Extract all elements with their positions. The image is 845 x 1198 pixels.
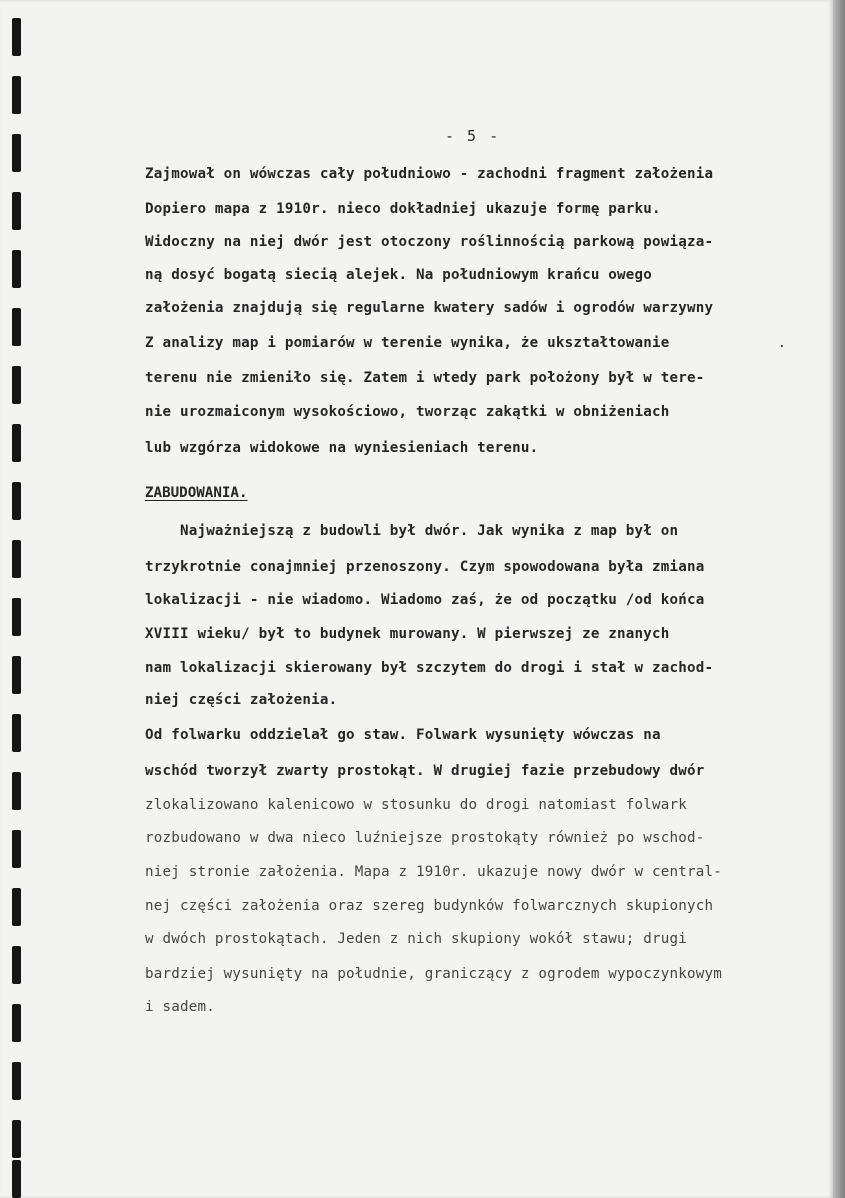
page-edge [833,0,845,1198]
text-line: Najważniejszą z budowli był dwór. Jak wynika z map był on [145,523,679,539]
binding-hole [12,366,21,404]
binding-hole [12,308,21,346]
text-line: wschód tworzył zwarty prostokąt. W drugiej fazie przebudowy dwór [145,763,705,779]
binding-hole [12,714,21,752]
text-line: założenia znajdują się regularne kwatery sadów i ogrodów warzywny [145,300,714,316]
text-line: bardziej wysunięty na południe, graniczący z ogrodem wypoczynkowym [145,966,722,982]
text-line: rozbudowano w dwa nieco luźniejsze prostokąty również po wschod- [145,830,705,846]
binding-hole [12,134,21,172]
binding-hole [12,772,21,810]
text-line: Od folwarku oddzielał go staw. Folwark wysunięty wówczas na [145,727,661,743]
text-line: Zajmował on wówczas cały południowo - zachodni fragment założenia [145,166,714,182]
binding-hole [12,18,21,56]
binding-hole [12,76,21,114]
text-line: niej części założenia. [145,692,338,708]
text-line: nie urozmaiconym wysokościowo, tworząc zakątki w obniżeniach [145,404,670,420]
text-line: i sadem. [145,999,215,1015]
binding-hole [12,1120,21,1158]
text-line: nej części założenia oraz szereg budynków folwarcznych skupionych [145,898,714,914]
text-line: niej stronie założenia. Mapa z 1910r. ukazuje nowy dwór w central- [145,864,722,880]
text-line: lub wzgórza widokowe na wyniesieniach terenu. [145,440,539,456]
section-heading: ZABUDOWANIA. [145,485,248,501]
text-line: XVIII wieku/ był to budynek murowany. W pierwszej ze znanych [145,626,670,642]
text-line: trzykrotnie conajmniej przenoszony. Czym spowodowana była zmiana [145,559,705,575]
text-line: Dopiero mapa z 1910r. nieco dokładniej ukazuje formę parku. [145,201,661,217]
binding-hole [12,830,21,868]
binding-hole [12,1062,21,1100]
binding-holes [12,0,32,1198]
binding-hole [12,946,21,984]
text-line: w dwóch prostokątach. Jeden z nich skupiony wokół stawu; drugi [145,931,687,947]
binding-hole [12,888,21,926]
binding-hole [12,250,21,288]
text-line: lokalizacji - nie wiadomo. Wiadomo zaś, że od początku /od końca [145,592,705,608]
binding-hole [12,424,21,462]
text-line: Widoczny na niej dwór jest otoczony roślinnością parkową powiąza- [145,234,714,250]
margin-mark: . [778,336,786,351]
binding-hole [12,540,21,578]
page-number: - 5 - [445,127,501,145]
text-line: terenu nie zmieniło się. Zatem i wtedy park położony był w tere- [145,370,705,386]
binding-hole [12,482,21,520]
text-line: Z analizy map i pomiarów w terenie wynika, że ukształtowanie [145,335,670,351]
text-line: nam lokalizacji skierowany był szczytem do drogi i stał w zachod- [145,660,714,676]
binding-hole [12,598,21,636]
binding-hole [12,656,21,694]
binding-hole [12,192,21,230]
text-line: zlokalizowano kalenicowo w stosunku do drogi natomiast folwark [145,797,687,813]
binding-hole [12,1160,21,1198]
text-line: ną dosyć bogatą siecią alejek. Na południowym krańcu owego [145,267,653,283]
binding-hole [12,1004,21,1042]
